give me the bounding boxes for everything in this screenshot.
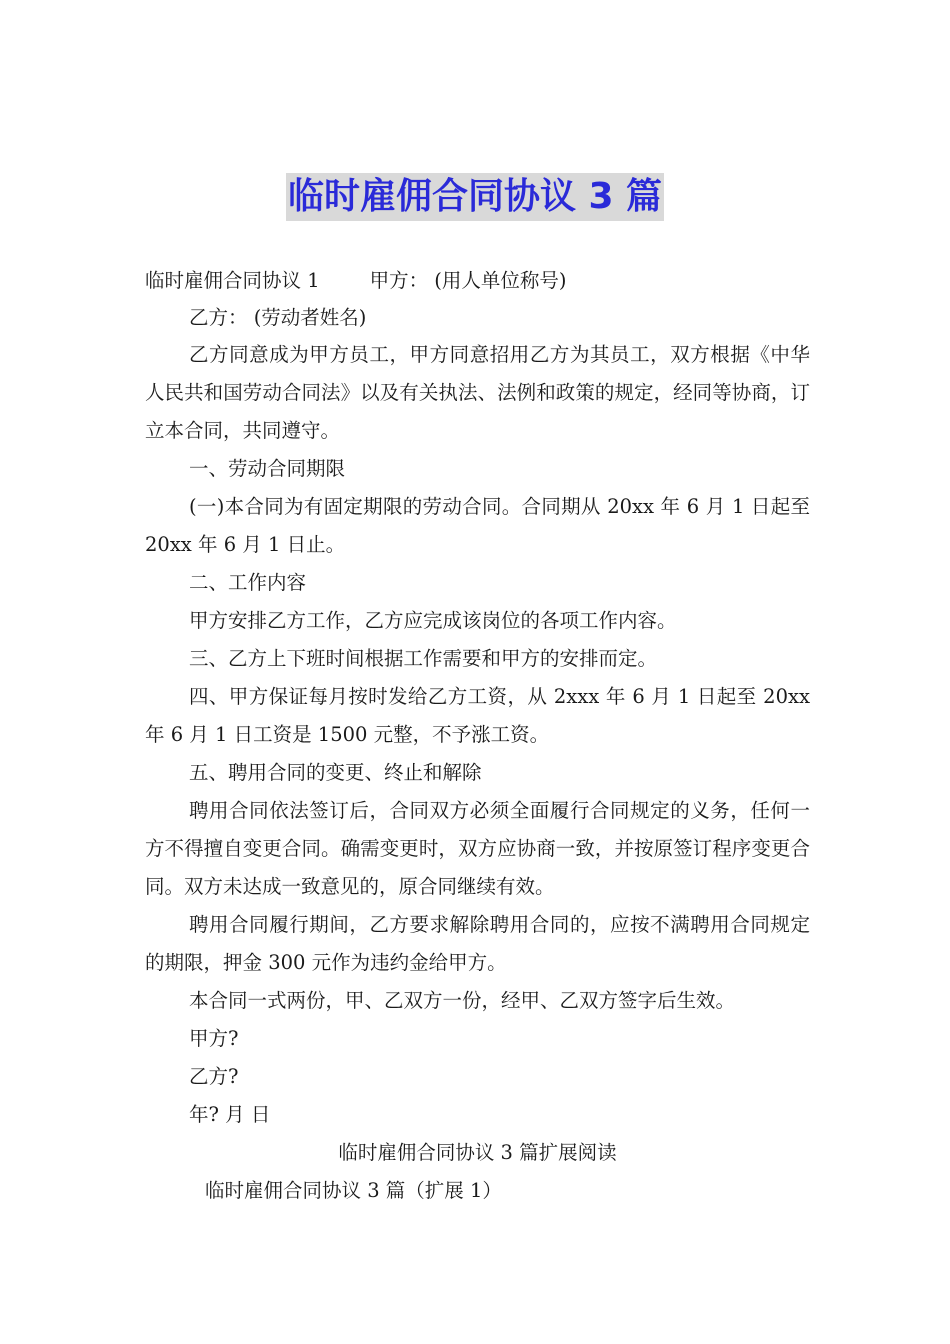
party-a-placeholder: 甲方： (用人单位称号): [369, 269, 567, 292]
contract-header-line: [145, 262, 810, 299]
signature-party-b: 乙方?: [189, 1065, 239, 1088]
document-body: [145, 262, 810, 1210]
document-title-wrap: [0, 173, 950, 221]
intro-paragraph: 乙方同意成为甲方员工，甲方同意招用乙方为其员工，双方根据《中华人民共和国劳动合同法》以及有关执法、法例和政策的规定，经同等协商，订立本合同，共同遵守。: [145, 343, 810, 442]
document-title: 临时雇佣合同协议 3 篇: [286, 173, 664, 221]
section-5-paragraph-1: 聘用合同依法签订后，合同双方必须全面履行合同规定的义务，任何一方不得擅自变更合同。确需变更时，双方应协商一致，并按原签订程序变更合同。双方未达成一致意见的，原合同继续有效。: [145, 799, 810, 898]
contract-number-label: 临时雇佣合同协议 1: [145, 269, 320, 292]
party-b-line: 乙方： (劳动者姓名): [189, 306, 367, 329]
extended-reading-title: 临时雇佣合同协议 3 篇扩展阅读: [338, 1141, 617, 1164]
signature-party-a: 甲方?: [189, 1027, 239, 1050]
section-2-body: 甲方安排乙方工作，乙方应完成该岗位的各项工作内容。: [189, 609, 677, 632]
section-5-heading: 五、聘用合同的变更、终止和解除: [189, 761, 482, 784]
section-3: 三、乙方上下班时间根据工作需要和甲方的安排而定。: [189, 647, 658, 670]
section-5-paragraph-2: 聘用合同履行期间，乙方要求解除聘用合同的，应按不满聘用合同规定的期限，押金 300 元作为违约金给甲方。: [145, 913, 810, 974]
section-1-body: (一)本合同为有固定期限的劳动合同。合同期从 20xx 年 6 月 1 日起至 20xx 年 6 月 1 日止。: [145, 495, 810, 556]
section-2-heading: 二、工作内容: [189, 571, 307, 594]
section-4: 四、甲方保证每月按时发给乙方工资，从 2xxx 年 6 月 1 日起至 20xx 年 6 月 1 日工资是 1500 元整，不予涨工资。: [145, 685, 810, 746]
extended-reading-subtitle: 临时雇佣合同协议 3 篇（扩展 1）: [205, 1179, 502, 1202]
signature-date: 年? 月 日: [189, 1103, 271, 1126]
section-1-heading: 一、劳动合同期限: [189, 457, 346, 480]
copies-statement: 本合同一式两份，甲、乙双方一份，经甲、乙双方签字后生效。: [189, 989, 736, 1012]
